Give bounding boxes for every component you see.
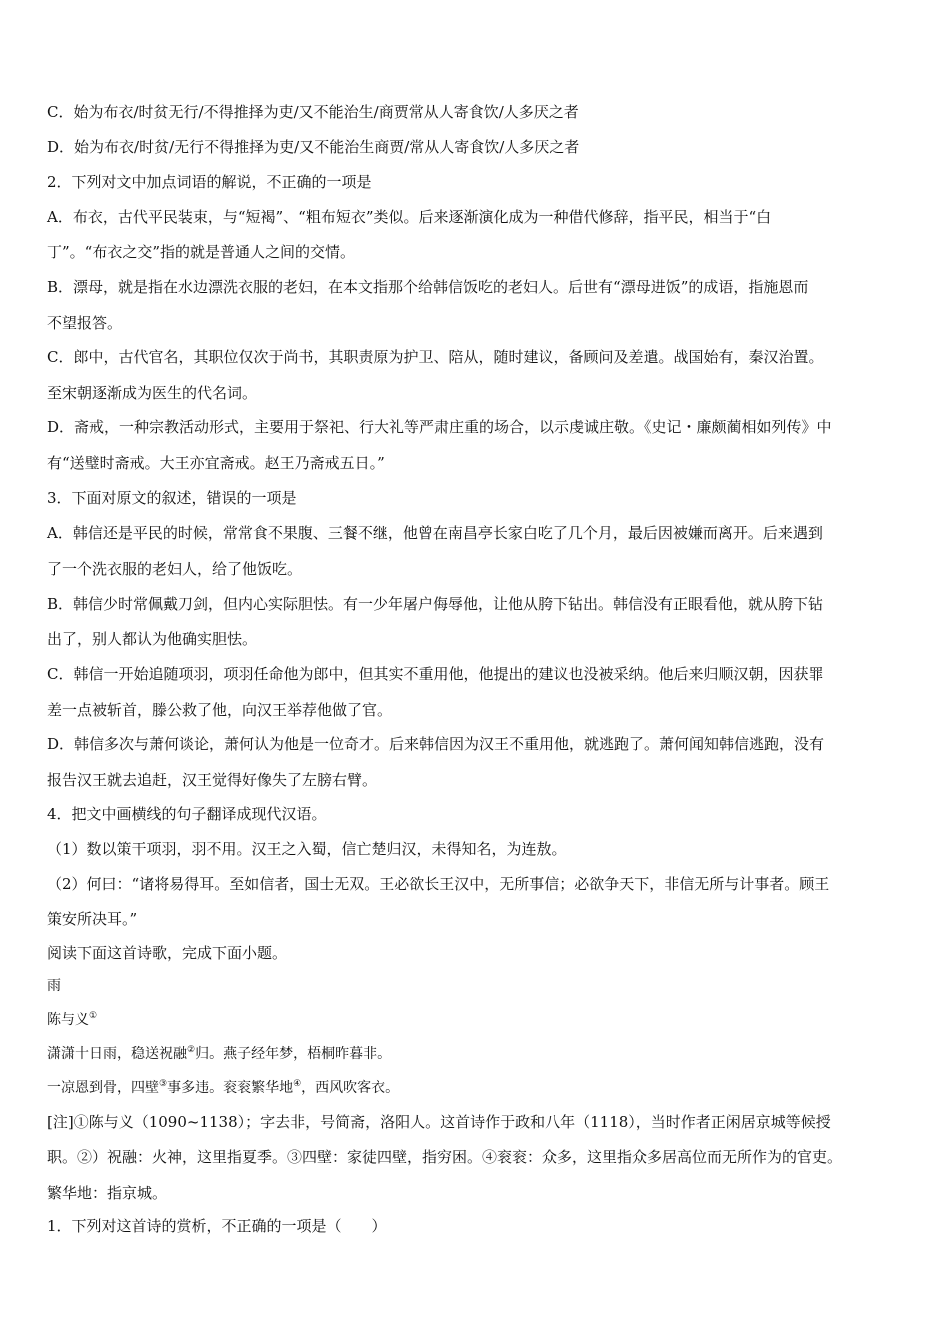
option-2a-line2: 丁”。“布衣之交”指的就是普通人之间的交情。 — [47, 243, 356, 261]
poem-line-1: 潇潇十日雨，稳送祝融②归。燕子经年梦，梧桐昨暮非。 — [47, 1045, 392, 1062]
option-3a-line1: A．韩信还是平民的时候，常常食不果腹、三餐不继，他曾在南昌亭长家白吃了几个月，最后因被嫌而离开。后来遇到 — [47, 524, 823, 542]
reading-instruction: 阅读下面这首诗歌，完成下面小题。 — [47, 944, 288, 962]
option-3d-line1: D．韩信多次与萧何谈论，萧何认为他是一位奇才。后来韩信因为汉王不重用他，就逃跑了。萧何闻知韩信逃跑，没有 — [47, 735, 825, 753]
option-2a-line1: A．布衣，古代平民装束，与“短褐”、“粗布短衣”类似。后来逐渐演化成为一种借代修辞，指平民，相当于“白 — [47, 208, 772, 226]
poem-line-2: 一凉恩到骨，四壁③事多违。衮衮繁华地④，西风吹客衣。 — [47, 1079, 400, 1096]
question-4: 4．把文中画横线的句子翻译成现代汉语。 — [47, 805, 327, 823]
question-2: 2．下列对文中加点词语的解说，不正确的一项是 — [47, 173, 372, 191]
option-c-punctuation: C．始为布衣/时贫无行/不得推择为吏/又不能治生/商贾常从人寄食饮/人多厌之者 — [47, 103, 579, 121]
poem-note-line3: 繁华地：指京城。 — [47, 1184, 168, 1202]
poem-note-line2: 职。②）祝融：火神，这里指夏季。③四壁：家徒四壁，指穷困。④衮衮：众多，这里指众多居高位而无所作为的官吏。 — [47, 1148, 843, 1166]
option-2b-line2: 不望报答。 — [47, 314, 123, 332]
option-d-punctuation: D．始为布衣/时贫/无行不得推择为吏/又不能治生商贾/常从人寄食饮/人多厌之者 — [47, 138, 580, 156]
translation-item-2-line2: 策安所决耳。” — [47, 910, 138, 928]
poem-question-1: 1．下列对这首诗的赏析，不正确的一项是（ ） — [47, 1217, 387, 1235]
option-2d-line2: 有“送璧时斋戒。大王亦宜斋戒。赵王乃斋戒五日。” — [47, 454, 385, 472]
option-2d-line1: D．斋戒，一种宗教活动形式，主要用于祭祀、行大礼等严肃庄重的场合，以示虔诚庄敬。《史记・廉颇蔺相如列传》中 — [47, 418, 832, 436]
option-3d-line2: 报告汉王就去追赶，汉王觉得好像失了左膀右臂。 — [47, 771, 378, 789]
option-3a-line2: 了一个洗衣服的老妇人，给了他饭吃。 — [47, 560, 303, 578]
option-3c-line1: C．韩信一开始追随项羽，项羽任命他为郎中，但其实不重用他，他提出的建议也没被采纳。他后来归顺汉朝，因获罪 — [47, 665, 824, 683]
translation-item-1: （1）数以策干项羽，羽不用。汉王之入蜀，信亡楚归汉，未得知名，为连敖。 — [47, 840, 567, 858]
option-2c-line2: 至宋朝逐渐成为医生的代名词。 — [47, 384, 258, 402]
translation-item-2-line1: （2）何曰：“诸将易得耳。至如信者，国士无双。王必欲长王汉中，无所事信；必欲争天下，非信无所与计事者。顾王 — [47, 875, 830, 893]
option-2c-line1: C．郎中，古代官名，其职位仅次于尚书，其职责原为护卫、陪从，随时建议，备顾问及差遣。战国始有，秦汉治置。 — [47, 348, 824, 366]
poem-note-line1: [注]①陈与义（1090~1138）；字去非，号简斋，洛阳人。这首诗作于政和八年（1118），当时作者正闲居京城等候授 — [47, 1113, 831, 1131]
option-3b-line2: 出了，别人都认为他确实胆怯。 — [47, 630, 258, 648]
option-2b-line1: B．漂母，就是指在水边漂洗衣服的老妇，在本文指那个给韩信饭吃的老妇人。后世有“漂母进饭”的成语，指施恩而 — [47, 278, 809, 296]
option-3c-line2: 差一点被斩首，滕公救了他，向汉王举荐他做了官。 — [47, 701, 393, 719]
poem-author: 陈与义① — [47, 1011, 98, 1028]
question-3: 3．下面对原文的叙述，错误的一项是 — [47, 489, 297, 507]
option-3b-line1: B．韩信少时常佩戴刀剑，但内心实际胆怯。有一少年屠户侮辱他，让他从胯下钻出。韩信没有正眼看他，就从胯下钻 — [47, 595, 824, 613]
poem-title: 雨 — [47, 978, 61, 994]
